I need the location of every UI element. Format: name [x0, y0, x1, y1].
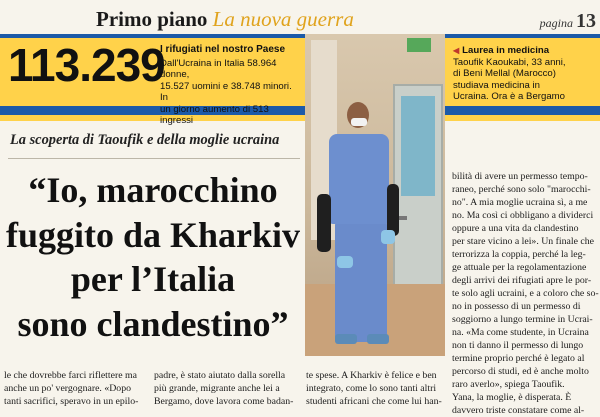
body-line: no in possesso di un permesso di — [452, 301, 581, 312]
body-line: studenti africani che come lui han- — [306, 396, 442, 407]
photo-person-arm — [317, 194, 331, 252]
page-number: 13 — [576, 10, 596, 32]
headline-line: sono clandestino” — [17, 303, 289, 344]
body-line: le che dovrebbe farci riflettere ma — [4, 370, 137, 381]
body-line: Bergamo, dove lavora come badan- — [154, 396, 294, 407]
body-column-3 — [306, 369, 446, 408]
photo-caption — [453, 45, 598, 103]
photo-person-glove — [337, 256, 353, 268]
stats-line: un giorno aumento di 513 ingressi — [160, 103, 269, 126]
body-line: non ti danno il permesso di lungo — [452, 340, 584, 351]
body-line: integrato, come lo sono tanti altri — [306, 383, 437, 394]
body-line: no". A mia moglie ucraina sì, a me — [452, 197, 588, 208]
photo-person-shoe — [367, 334, 389, 344]
band-divider-bottom-right — [445, 106, 600, 115]
body-line: no. Ma così ci obbligano a dividerci — [452, 210, 594, 221]
photo-person-legs — [335, 222, 387, 342]
page-indicator — [540, 10, 596, 33]
photo-door-window — [401, 96, 435, 196]
stats-line: 15.527 uomini e 38.748 minori. In — [160, 80, 292, 103]
photo-person-arm — [387, 184, 399, 236]
body-column-1 — [4, 369, 150, 408]
kicker-divider — [8, 158, 300, 159]
body-line: soggiorno a lungo termine in Ucrai- — [452, 314, 593, 325]
photo-person-glove — [381, 230, 395, 244]
body-line: te spese. A Kharkiv è felice e ben — [306, 370, 437, 381]
body-line: più grande, migrante anche lei a — [154, 383, 280, 394]
headline-line: “Io, marocchino — [28, 170, 278, 210]
caption-arrow-icon: ◀ — [453, 46, 460, 55]
body-line: padre, è stato aiutato dalla sorella — [154, 370, 286, 381]
body-line: tanti sacrifici, speravo in un epilo- — [4, 396, 139, 407]
photo-exit-sign — [407, 38, 431, 52]
body-line: te solo agli ucraini, e a coloro che so- — [452, 288, 599, 299]
body-line: termine proprio perché è legato al — [452, 353, 585, 364]
section-name: Primo piano — [96, 7, 208, 31]
stats-description — [160, 44, 302, 127]
body-line: anche un po' vergognare. «Dopo — [4, 383, 132, 394]
photo-person-shoe — [335, 334, 357, 344]
article-kicker: La scoperta di Taoufik e della moglie ucraina — [10, 132, 280, 148]
photo-person-torso — [329, 134, 389, 224]
body-line: raro averlo», spiega Taoufik. — [452, 379, 565, 390]
body-line: degli arrivi dei rifugiati apre le por- — [452, 275, 592, 286]
caption-line: di Beni Mellal (Marocco) — [453, 68, 556, 79]
body-line: per stare vicino a lei». Un finale che — [452, 236, 594, 247]
photo-door — [393, 84, 443, 314]
photo-door-handle — [399, 216, 407, 220]
body-line: na. «Ma come studente, in Ucraina — [452, 327, 589, 338]
body-line: terrorizza la coppia, perché la leg- — [452, 249, 586, 260]
caption-line: Taoufik Kaoukabi, 33 anni, — [453, 56, 566, 68]
body-line: raneo, perché sono solo "marocchi- — [452, 184, 591, 195]
article-photo — [305, 34, 445, 356]
headline-line: fuggito da Kharkiv — [5, 214, 301, 255]
stats-heading: I rifugiati nel nostro Paese — [160, 44, 286, 55]
caption-line: Ucraina. Ora è a Bergamo — [453, 91, 565, 102]
page-label: pagina — [539, 16, 573, 30]
body-column-4 — [452, 170, 598, 417]
article-headline — [4, 168, 302, 346]
body-column-2 — [154, 369, 302, 408]
band-strip-right — [445, 115, 600, 121]
subsection-name: La nuova guerra — [212, 7, 354, 31]
body-line: percorso di studi, ed è anche molto — [452, 366, 589, 377]
caption-heading: ◀ Laurea in medicina — [453, 45, 550, 56]
body-line: bilità di avere un permesso tempo- — [452, 171, 588, 182]
body-line: ge attuale per la regolamentazione — [452, 262, 587, 273]
body-line: Yana, la moglie, è disperata. È — [452, 392, 572, 403]
section-title — [96, 7, 354, 32]
refugee-count: 113.239 — [8, 39, 165, 91]
running-header — [0, 0, 600, 34]
headline-line: per l’Italia — [70, 259, 236, 299]
caption-line: studiava medicina in — [453, 79, 540, 91]
photo-person-mask — [351, 118, 367, 126]
body-line: davvero triste constatare come al- — [452, 405, 585, 416]
stats-line: Dall'Ucraina in Italia 58.964 donne, — [160, 57, 277, 80]
body-line: oppure a una vita da clandestino — [452, 223, 579, 234]
